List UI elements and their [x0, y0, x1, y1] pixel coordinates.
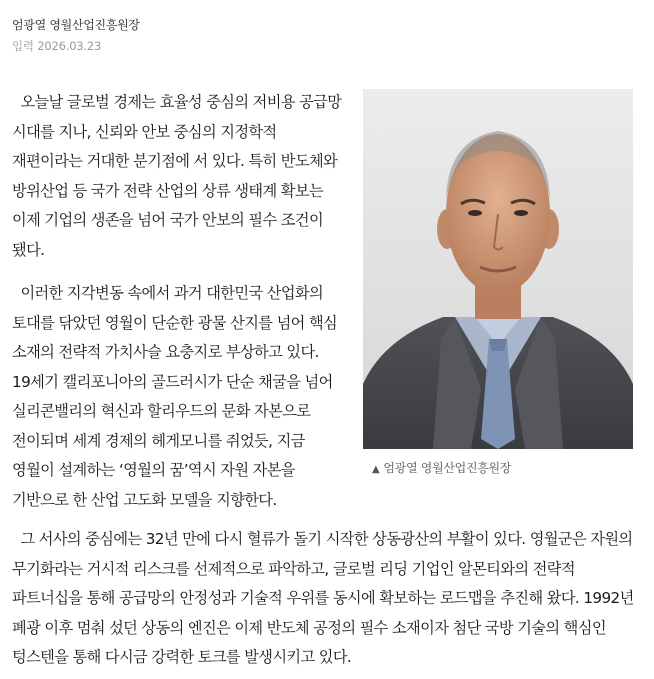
- byline: 엄광열 영월산업진흥원장: [12, 18, 140, 32]
- portrait-photo: [363, 89, 633, 449]
- photo-caption: [372, 459, 511, 476]
- caption-text: 엄광열 영월산업진흥원장: [383, 461, 512, 475]
- portrait-illustration: [363, 89, 633, 449]
- article-paragraph-1: 오늘날 글로벌 경제는 효율성 중심의 저비용 공급망 시대를 지나, 신뢰와 안보 중심의 지정학적 재편이라는 거대한 분기점에 서 있다. 특히 반도체와 방위산업 등 국가 전략 산업의 상류 생태계 확보는 이제 기업의 생존을 넘어 국가 안보의 필수 조건이 됐다.: [12, 93, 346, 259]
- article-paragraph-2: 이러한 지각변동 속에서 과거 대한민국 산업화의 토대를 닦았던 영월이 단순한 광물 산지를 넘어 핵심 소재의 전략적 가치사슬 요충지로 부상하고 있다. 19세기 캘리포니아의 골드러시가 단순 채굴을 넘어 실리콘밸리의 혁신과 할리우드의 문화 자본으로 전이되며 세계 경제의 헤게모니를 쥐었듯, 지금 영월이 설계하는 ‘영월의 꿈’역시 자원 자본을 기반으로 한 산업 고도화 모델을 지향한다.: [12, 284, 342, 509]
- caption-triangle-icon: ▲: [372, 464, 380, 475]
- article-paragraph-3: 그 서사의 중심에는 32년 만에 다시 혈류가 돌기 시작한 상동광산의 부활이 있다. 영월군은 자원의 무기화라는 거시적 리스크를 선제적으로 파악하고, 글로벌 리딩 기업인 알몬티와의 전략적 파트너십을 통해 공급망의 안정성과 기술적 우위를 동시에 확보하는 로드맵을 추진해 왔다. 1992년 폐광 이후 멈춰 섰던 상동의 엔진은 이제 반도체 공정의 필수 소재이자 첨단 국방 기술의 핵심인 텅스텐을 통해 다시금 강력한 토크를 발생시키고 있다.: [12, 530, 638, 666]
- publish-date: 입력 2026.03.23: [12, 39, 102, 53]
